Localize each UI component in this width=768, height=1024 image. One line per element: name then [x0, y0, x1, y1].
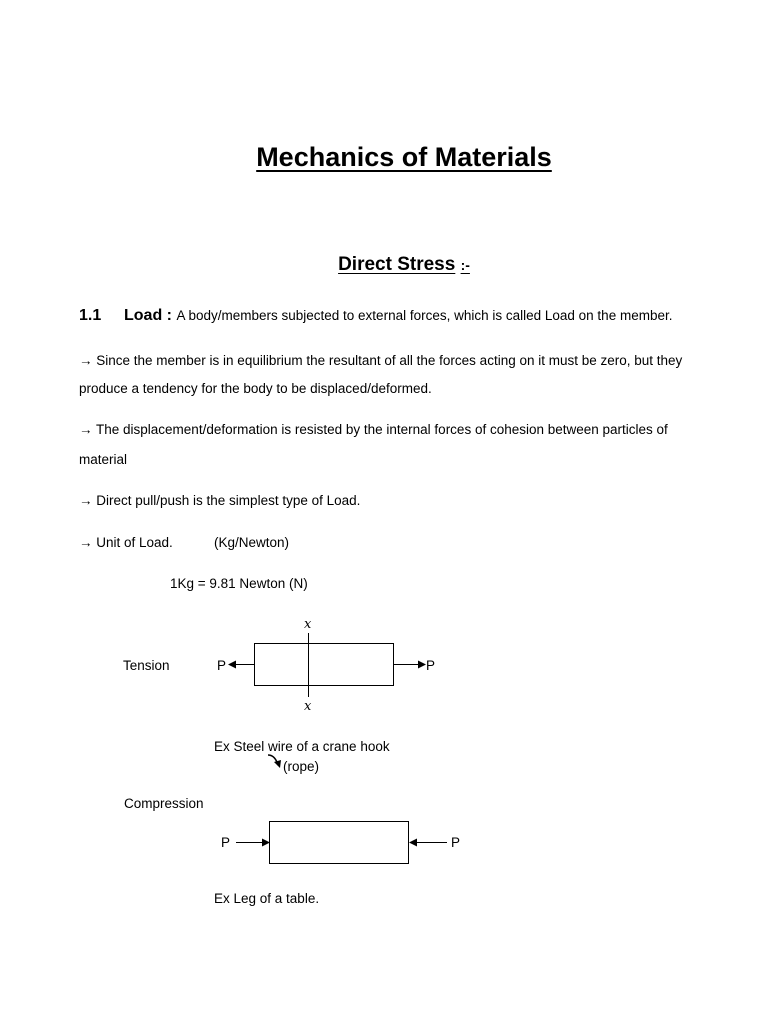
section-heading-suffix: :- [460, 257, 470, 273]
load-term: Load : [124, 307, 172, 324]
tension-force-left-label: P [217, 658, 227, 673]
bullet-unit-of-load: → Unit of Load. [79, 535, 173, 550]
compression-label: Compression [124, 796, 204, 811]
compression-example: Ex Leg of a table. [214, 891, 320, 906]
compression-bar [270, 822, 409, 864]
compression-force-left-label: P [221, 835, 231, 850]
section-mark-bottom: x [304, 699, 312, 714]
section-mark-top: x [304, 617, 312, 632]
tension-example-line2: (rope) [283, 759, 320, 774]
bullet-equilibrium-line2: produce a tendency for the body to be displaced/deformed. [79, 381, 432, 396]
bullet-cohesion-line2: material [79, 452, 128, 467]
load-definition-text: A body/members subjected to external forces, which is called Load on the member. [176, 308, 673, 323]
compression-force-right-label: P [451, 835, 461, 850]
tension-force-right-label: P [426, 658, 436, 673]
tension-example-line1: Ex Steel wire of a crane hook [214, 739, 390, 754]
tension-bar [255, 644, 394, 686]
section-heading-text: Direct Stress [338, 254, 456, 275]
conversion-formula: 1Kg = 9.81 Newton (N) [170, 576, 308, 591]
section-number: 1.1 [79, 307, 102, 324]
tension-label: Tension [123, 658, 170, 673]
bullet-direct-pull: → Direct pull/push is the simplest type of Load. [79, 493, 361, 508]
unit-of-load-units: (Kg/Newton) [214, 535, 290, 550]
rope-pointer-arrowhead [274, 760, 281, 768]
bullet-cohesion-line1: → The displacement/deformation is resisted by the internal forces of cohesion between particles of [79, 422, 668, 437]
bullet-equilibrium-line1: → Since the member is in equilibrium the resultant of all the forces acting on it must be zero, but they [79, 353, 683, 368]
page-title: Mechanics of Materials [256, 142, 552, 172]
